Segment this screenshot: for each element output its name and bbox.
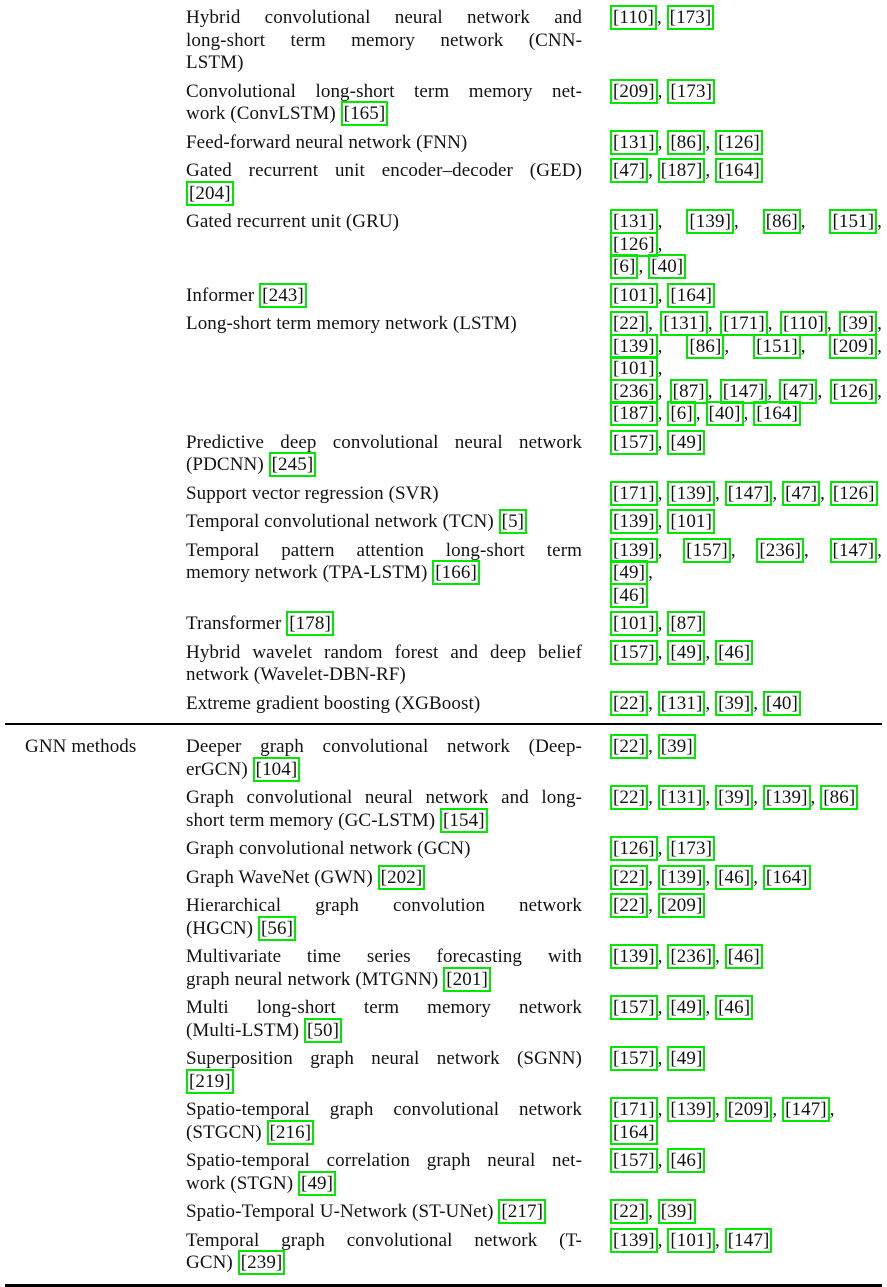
citation-line: [22] , [131] , [171] , [110] , [39] , [610,313,882,336]
citations-cell [610,838,882,861]
group-label-cell [5,483,186,506]
citation-link[interactable]: [157] [610,640,658,665]
citation-link[interactable]: [139] [658,865,706,890]
citation-line: [157] , [49] [610,432,882,455]
group-label-cell [5,895,186,940]
citation-link[interactable]: [164] [667,283,715,308]
method-line: Spatio-temporal correlation graph neural net- [186,1150,582,1171]
citation-line: [22] , [39] [610,736,882,759]
method-line [186,1071,582,1094]
citation-link[interactable]: [46] [715,865,753,890]
methods-citations-table [5,0,882,1287]
table-group-gnn-methods [5,733,882,1278]
citation-line: [139] , [236] , [46] [610,946,882,969]
citations-cell [610,7,882,75]
citation-link[interactable]: [131] [660,311,708,336]
method-name-cell [186,693,610,716]
citation-line: [101] , [87] [610,613,882,636]
method-name-cell [186,160,610,205]
method-line: Feed-forward neural network (FNN) [186,131,468,153]
citation-line: [110] , [173] [610,7,882,30]
citation-link[interactable]: [151] [829,209,877,234]
method-line: Hierarchical graph convolution network [186,895,582,916]
group-label-cell [5,1201,186,1224]
citation-link[interactable]: [165] [341,101,389,126]
citation-line: [139] , [157] , [236] , [147] , [49] , [610,540,882,585]
citation-link[interactable]: [126] [715,130,763,155]
citation-link[interactable]: [173] [667,5,715,30]
citation-line: [139] , [101] , [147] [610,1230,882,1253]
citation-line: [101] , [164] [610,285,882,308]
citation-link[interactable]: [5] [499,509,527,534]
table-row [5,1227,882,1278]
citation-link[interactable]: [56] [258,916,296,941]
citation-link[interactable]: [164] [715,158,763,183]
citation-link[interactable]: [157] [610,430,658,455]
table-row [5,78,882,129]
citation-link[interactable]: [139] [610,509,658,534]
citations-cell [610,613,882,636]
method-line: Long-short term memory network (LSTM) [186,313,517,334]
citation-line [610,585,882,608]
table-row [5,1096,882,1147]
citation-link[interactable]: [154] [440,808,488,833]
citation-line: [22] , [209] [610,895,882,918]
citations-cell [610,1099,882,1144]
citation-link[interactable]: [243] [259,283,307,308]
citation-link[interactable]: [178] [286,611,334,636]
citation-link[interactable]: [126] [830,379,878,404]
citation-link[interactable]: [22] [610,893,648,918]
citation-link[interactable]: [49] [667,640,705,665]
citation-link[interactable]: [164] [763,865,811,890]
method-line: Graph convolutional network (GCN) [186,838,471,859]
group-label-cell [5,613,186,636]
table-row [5,733,882,784]
citation-line: [126] , [173] [610,838,882,861]
method-line: network (Wavelet-DBN-RF) [186,664,406,685]
citation-link[interactable]: [46] [667,1148,705,1173]
citation-link[interactable]: [164] [610,1120,658,1145]
method-line: Predictive deep convolutional neural network [186,431,582,453]
citations-cell [610,1150,882,1195]
method-name-cell [186,1048,610,1093]
citations-cell [610,511,882,534]
citation-link[interactable]: [86] [820,785,858,810]
method-line: Informer [243] [186,285,582,308]
method-line: Temporal graph convolutional network (T- [186,1229,582,1251]
citation-link[interactable]: [217] [498,1199,546,1224]
citations-cell [610,313,882,426]
citation-link[interactable]: [110] [610,5,657,30]
citations-cell [610,693,882,716]
citation-link[interactable]: [245] [269,452,317,477]
citation-link[interactable]: [131] [658,691,706,716]
table-row [5,639,882,690]
citation-link[interactable]: [147] [830,538,878,563]
method-name-cell [186,132,610,155]
method-line: Gated recurrent unit encoder–decoder (GED) [186,160,582,181]
method-line: LSTM) [186,52,244,73]
citation-link[interactable]: [46] [610,583,648,608]
table-row [5,310,882,429]
group-label-cell [5,946,186,991]
method-line: Hybrid convolutional neural network and [186,7,582,28]
group-label-cell [5,867,186,890]
citation-link[interactable]: [86] [763,209,801,234]
citation-line: [22] , [39] [610,1201,882,1224]
method-line: erGCN) [104] [186,759,582,782]
citation-link[interactable]: [139] [763,785,811,810]
method-line: Multivariate time series forecasting with [186,946,582,967]
citation-link[interactable]: [22] [610,311,648,336]
table-row [5,508,882,537]
citation-link[interactable]: [47] [779,379,817,404]
method-line: Spatio-Temporal U-Network (ST-UNet) [217] [186,1201,582,1224]
citation-link[interactable]: [151] [753,334,801,359]
citation-link[interactable]: [101] [610,611,658,636]
citation-link[interactable]: [139] [610,538,658,563]
method-line: Deeper graph convolutional network (Deep- [186,736,582,757]
citation-link[interactable]: [49] [298,1171,336,1196]
citation-link[interactable]: [219] [186,1069,234,1094]
method-line: (Multi-LSTM) [50] [186,1020,582,1043]
citation-link[interactable]: [236] [756,538,804,563]
citation-link[interactable]: [49] [667,430,705,455]
method-line: graph neural network (MTGNN) [201] [186,969,582,992]
citation-link[interactable]: [209] [658,893,706,918]
citation-link[interactable]: [147] [725,1228,773,1253]
citations-cell [610,867,882,890]
group-label-cell [5,642,186,687]
method-line: (STGCN) [216] [186,1122,582,1145]
group-label-cell [5,997,186,1042]
citation-link[interactable]: [22] [610,785,648,810]
group-label-cell [5,1230,186,1275]
table-row [5,610,882,639]
method-name-cell [186,787,610,832]
table-row [5,943,882,994]
method-line: Convolutional long-short term memory net- [186,80,582,102]
citation-link[interactable]: [126] [610,232,658,257]
citation-link[interactable]: [126] [610,836,658,861]
citation-link[interactable]: [157] [610,1046,658,1071]
citation-line: [22] , [131] , [39] , [40] [610,693,882,716]
citations-cell [610,483,882,506]
citations-cell [610,211,882,279]
citation-line: [22] , [131] , [39] , [139] , [86] [610,787,882,810]
citation-link[interactable]: [22] [610,1199,648,1224]
citations-cell [610,787,882,832]
citation-link[interactable]: [147] [782,1097,830,1122]
citations-cell [610,540,882,608]
method-line: Multi long-short term memory network [186,997,582,1018]
table-row [5,1045,882,1096]
citation-link[interactable]: [187] [610,401,658,426]
group-label-cell [5,160,186,205]
citation-link[interactable]: [236] [667,944,715,969]
citation-link[interactable]: [187] [658,158,706,183]
method-line: memory network (TPA-LSTM) [166] [186,562,582,585]
citations-cell [610,1201,882,1224]
citation-line: [6] , [40] [610,256,882,279]
citation-link[interactable]: [204] [186,181,234,206]
method-line: long-short term memory network (CNN- [186,29,582,51]
citation-link[interactable]: [157] [610,1148,658,1173]
citation-link[interactable]: [239] [238,1250,286,1275]
citation-link[interactable]: [40] [706,401,744,426]
method-line: work (STGN) [49] [186,1173,582,1196]
table-row [5,784,882,835]
method-name-cell [186,540,610,608]
method-name-cell [186,211,610,279]
citation-link[interactable]: [40] [648,254,686,279]
citations-cell [610,160,882,205]
table-row [5,1198,882,1227]
citation-link[interactable]: [209] [610,79,658,104]
citation-link[interactable]: [46] [715,995,753,1020]
table-row [5,208,882,282]
citation-line: [131] , [139] , [86] , [151] , [126] , [610,211,882,256]
group-label-cell [5,511,186,534]
citation-link[interactable]: [87] [670,379,708,404]
citation-link[interactable]: [157] [610,995,658,1020]
method-name-cell [186,81,610,126]
citations-cell [610,1230,882,1275]
method-name-cell [186,867,610,890]
citation-link[interactable]: [209] [829,334,877,359]
citation-line: [187] , [6] , [40] , [164] [610,403,882,426]
group-label-cell [5,7,186,75]
method-name-cell [186,838,610,861]
citation-link[interactable]: [39] [658,1199,696,1224]
citation-link[interactable]: [131] [610,209,658,234]
method-line: Gated recurrent unit (GRU) [186,211,400,232]
citations-cell [610,81,882,126]
method-line: short term memory (GC-LSTM) [154] [186,810,582,833]
citation-line: [47] , [187] , [164] [610,160,882,183]
citation-line: [157] , [49] , [46] [610,642,882,665]
citation-line: [209] , [173] [610,81,882,104]
citation-link[interactable]: [202] [378,865,426,890]
citations-cell [610,997,882,1042]
method-line: (PDCNN) [245] [186,454,582,477]
method-line: Support vector regression (SVR) [186,482,439,504]
citations-cell [610,432,882,477]
group-label-cell [5,540,186,608]
method-line: Graph convolutional neural network and long- [186,787,582,808]
table-row [5,157,882,208]
method-name-cell [186,895,610,940]
table-row [5,282,882,311]
method-name-cell [186,313,610,426]
citations-cell [610,895,882,940]
citation-link[interactable]: [171] [610,481,658,506]
citations-cell [610,642,882,687]
citation-link[interactable]: [49] [610,560,648,585]
method-line: (HGCN) [56] [186,918,582,941]
group-label-cell [5,432,186,477]
citation-link[interactable]: [47] [610,158,648,183]
citation-link[interactable]: [157] [683,538,731,563]
table-row [5,429,882,480]
citation-link[interactable]: [50] [304,1018,342,1043]
citation-link[interactable]: [22] [610,734,648,759]
table-row [5,864,882,893]
method-name-cell [186,285,610,308]
citation-link[interactable]: [6] [610,254,638,279]
citation-link[interactable]: [166] [432,560,480,585]
method-line: GCN) [239] [186,1252,582,1275]
citation-link[interactable]: [126] [830,481,878,506]
group-label: GNN methods [25,736,137,757]
citation-link[interactable]: [201] [443,967,491,992]
method-name-cell [186,736,610,781]
group-label-cell [5,1048,186,1093]
citation-link[interactable]: [101] [610,283,658,308]
method-line: Graph WaveNet (GWN) [202] [186,867,582,890]
citation-link[interactable]: [173] [667,836,715,861]
group-label-cell [5,211,186,279]
citation-line: [131] , [86] , [126] [610,132,882,155]
method-name-cell [186,1230,610,1275]
citation-line: [171] , [139] , [147] , [47] , [126] [610,483,882,506]
table-row [5,4,882,78]
citations-cell [610,1048,882,1093]
method-line: work (ConvLSTM) [165] [186,103,582,126]
table-row [5,1147,882,1198]
citation-link[interactable]: [171] [720,311,768,336]
table-row [5,690,882,719]
citation-link[interactable]: [164] [753,401,801,426]
citation-link[interactable]: [39] [715,785,753,810]
method-line: Spatio-temporal graph convolutional network [186,1099,582,1120]
citation-link[interactable]: [139] [667,481,715,506]
table-row [5,892,882,943]
citation-link[interactable]: [147] [725,481,773,506]
citation-link[interactable]: [139] [667,1097,715,1122]
citation-link[interactable]: [39] [658,734,696,759]
table-midrule [5,723,882,725]
method-line: Temporal pattern attention long-short term [186,539,582,561]
group-label-cell [5,1150,186,1195]
citation-link[interactable]: [49] [667,1046,705,1071]
citation-link[interactable]: [131] [658,785,706,810]
citation-link[interactable]: [173] [667,79,715,104]
citation-link[interactable]: [22] [610,691,648,716]
citation-line: [139] , [86] , [151] , [209] , [101] , [610,336,882,381]
citation-link[interactable]: [236] [610,379,658,404]
method-name-cell [186,997,610,1042]
citation-line: [171] , [139] , [209] , [147] , [164] [610,1099,882,1144]
method-name-cell [186,1099,610,1144]
citation-link[interactable]: [104] [253,757,301,782]
table-row [5,994,882,1045]
group-label-cell [5,838,186,861]
method-name-cell [186,946,610,991]
citation-line: [157] , [49] [610,1048,882,1071]
group-label-cell [5,736,186,781]
citation-link[interactable]: [39] [715,691,753,716]
citation-link[interactable]: [139] [610,1228,658,1253]
method-line: Temporal convolutional network (TCN) [5] [186,511,582,534]
method-line: Hybrid wavelet random forest and deep belief [186,641,582,663]
group-label-cell [5,313,186,426]
method-name-cell [186,432,610,477]
method-line: Extreme gradient boosting (XGBoost) [186,692,481,714]
citation-link[interactable]: [40] [763,691,801,716]
table-row [5,835,882,864]
method-name-cell [186,511,610,534]
table-bottom-rule [5,1284,882,1287]
citation-link[interactable]: [101] [610,356,658,381]
citation-link[interactable]: [209] [725,1097,773,1122]
table-row [5,537,882,611]
citation-link[interactable]: [131] [610,130,658,155]
table-group-ml-methods [5,4,882,718]
citations-cell [610,132,882,155]
citation-link[interactable]: [216] [267,1120,315,1145]
method-name-cell [186,1150,610,1195]
citation-line: [157] , [46] [610,1150,882,1173]
group-label-cell [5,285,186,308]
citation-link[interactable]: [46] [725,944,763,969]
citation-link[interactable]: [6] [667,401,695,426]
citation-link[interactable]: [110] [780,311,827,336]
table-row [5,129,882,158]
method-name-cell [186,613,610,636]
method-name-cell [186,7,610,75]
citation-link[interactable]: [139] [610,334,658,359]
group-label-cell [5,81,186,126]
citations-cell [610,736,882,781]
citation-link[interactable]: [46] [715,640,753,665]
method-name-cell [186,642,610,687]
group-label-cell [5,132,186,155]
group-label-cell [5,787,186,832]
citation-link[interactable]: [139] [686,209,734,234]
citation-link[interactable]: [171] [610,1097,658,1122]
group-label-cell [5,1099,186,1144]
citation-link[interactable]: [147] [720,379,768,404]
method-line: Superposition graph neural network (SGNN) [186,1048,582,1069]
citation-line: [139] , [101] [610,511,882,534]
citations-cell [610,946,882,991]
citation-link[interactable]: [86] [667,130,705,155]
table-groups [5,4,882,1278]
citation-link[interactable]: [87] [667,611,705,636]
method-line: Transformer [178] [186,613,582,636]
citation-line: [22] , [139] , [46] , [164] [610,867,882,890]
citation-line: [236] , [87] , [147] , [47] , [126] , [610,381,882,404]
citation-link[interactable]: [39] [839,311,877,336]
citations-cell [610,285,882,308]
citation-link[interactable]: [22] [610,865,648,890]
citation-link[interactable]: [86] [686,334,724,359]
citation-link[interactable]: [139] [610,944,658,969]
method-line [186,183,582,206]
table-row [5,480,882,509]
citation-link[interactable]: [47] [782,481,820,506]
method-name-cell [186,1201,610,1224]
method-name-cell [186,483,610,506]
citation-link[interactable]: [101] [667,1228,715,1253]
citation-link[interactable]: [49] [667,995,705,1020]
citation-link[interactable]: [101] [667,509,715,534]
citation-line: [157] , [49] , [46] [610,997,882,1020]
group-label-cell [5,693,186,716]
